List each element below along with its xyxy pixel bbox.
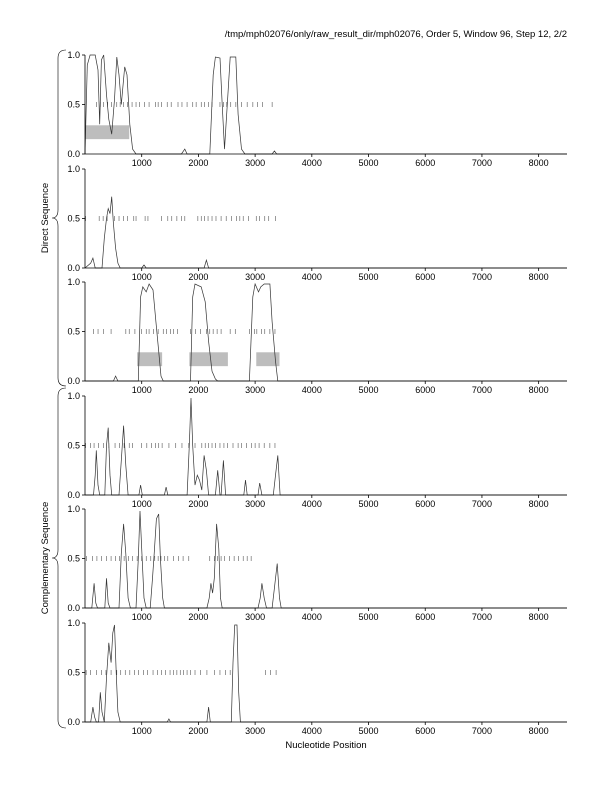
x-tick-label: 4000	[301, 499, 322, 509]
x-axis-label: Nucleotide Position	[285, 740, 367, 751]
x-tick-label: 6000	[415, 499, 436, 509]
panel-direct-frame-2	[67, 164, 567, 282]
x-tick-label: 6000	[415, 158, 436, 168]
x-tick-label: 5000	[358, 158, 379, 168]
x-tick-label: 4000	[301, 158, 322, 168]
y-tick-label: 0.5	[67, 326, 80, 337]
x-tick-label: 3000	[245, 385, 266, 395]
panel-direct-frame-1	[67, 50, 567, 168]
x-tick-label: 5000	[358, 385, 379, 395]
coding-potential-line	[85, 197, 567, 268]
y-tick-label: 1.0	[67, 164, 80, 174]
x-tick-label: 5000	[358, 499, 379, 509]
x-tick-label: 1000	[131, 726, 152, 736]
y-tick-label: 1.0	[67, 50, 80, 60]
x-tick-label: 5000	[358, 726, 379, 736]
x-tick-label: 5000	[358, 612, 379, 622]
coding-potential-line	[85, 284, 567, 381]
x-tick-label: 3000	[245, 726, 266, 736]
x-tick-label: 8000	[528, 499, 549, 509]
x-tick-label: 6000	[415, 612, 436, 622]
x-tick-label: 3000	[245, 499, 266, 509]
orf-box	[137, 352, 162, 366]
x-tick-label: 4000	[301, 726, 322, 736]
panel-direct-frame-3	[67, 277, 567, 395]
complementary-brace	[52, 388, 66, 728]
x-tick-label: 1000	[131, 499, 152, 509]
x-tick-label: 8000	[528, 385, 549, 395]
x-tick-label: 8000	[528, 612, 549, 622]
y-tick-label: 0.0	[67, 263, 80, 273]
y-tick-label: 0.0	[67, 376, 80, 386]
x-tick-label: 8000	[528, 272, 549, 282]
y-tick-label: 1.0	[67, 391, 80, 401]
x-tick-label: 7000	[471, 612, 492, 622]
x-tick-label: 5000	[358, 272, 379, 282]
x-tick-label: 6000	[415, 385, 436, 395]
x-tick-label: 1000	[131, 272, 152, 282]
y-tick-label: 0.5	[67, 99, 80, 110]
x-tick-label: 7000	[471, 158, 492, 168]
y-tick-label: 1.0	[67, 504, 80, 514]
panel-complementary-frame-1	[67, 391, 567, 509]
y-tick-label: 1.0	[67, 277, 80, 287]
orf-box	[189, 352, 228, 366]
y-tick-label: 0.0	[67, 717, 80, 727]
x-tick-label: 4000	[301, 272, 322, 282]
x-tick-label: 1000	[131, 612, 152, 622]
panel-complementary-frame-3	[67, 618, 567, 736]
x-tick-label: 1000	[131, 158, 152, 168]
y-tick-label: 0.5	[67, 667, 80, 678]
x-tick-label: 2000	[188, 158, 209, 168]
direct-brace	[52, 50, 66, 386]
group-label-complementary: Complementary Sequence	[40, 501, 51, 615]
x-tick-label: 3000	[245, 272, 266, 282]
x-tick-label: 2000	[188, 272, 209, 282]
y-tick-label: 1.0	[67, 618, 80, 628]
y-tick-label: 0.5	[67, 213, 80, 224]
x-tick-label: 2000	[188, 612, 209, 622]
orf-box	[85, 125, 129, 139]
x-tick-label: 3000	[245, 158, 266, 168]
x-tick-label: 3000	[245, 612, 266, 622]
x-tick-label: 1000	[131, 385, 152, 395]
x-tick-label: 2000	[188, 385, 209, 395]
panel-complementary-frame-2	[67, 504, 567, 622]
x-tick-label: 8000	[528, 158, 549, 168]
x-tick-label: 6000	[415, 272, 436, 282]
y-tick-label: 0.0	[67, 603, 80, 613]
x-tick-label: 8000	[528, 726, 549, 736]
panels-group	[67, 50, 567, 736]
x-tick-label: 6000	[415, 726, 436, 736]
x-tick-label: 7000	[471, 499, 492, 509]
coding-potential-line	[85, 511, 567, 608]
y-tick-label: 0.0	[67, 490, 80, 500]
coding-potential-line	[85, 55, 567, 154]
y-tick-label: 0.5	[67, 440, 80, 451]
y-tick-label: 0.5	[67, 553, 80, 564]
x-tick-label: 2000	[188, 499, 209, 509]
x-tick-label: 2000	[188, 726, 209, 736]
x-tick-label: 7000	[471, 385, 492, 395]
x-tick-label: 4000	[301, 612, 322, 622]
x-tick-label: 4000	[301, 385, 322, 395]
coding-potential-line	[85, 398, 567, 495]
y-tick-label: 0.0	[67, 149, 80, 159]
x-tick-label: 7000	[471, 726, 492, 736]
chart-title: /tmp/mph02076/only/raw_result_dir/mph02076, Order 5, Window 96, Step 12, 2/2	[224, 29, 567, 40]
group-label-direct: Direct Sequence	[40, 182, 51, 254]
x-tick-label: 7000	[471, 272, 492, 282]
